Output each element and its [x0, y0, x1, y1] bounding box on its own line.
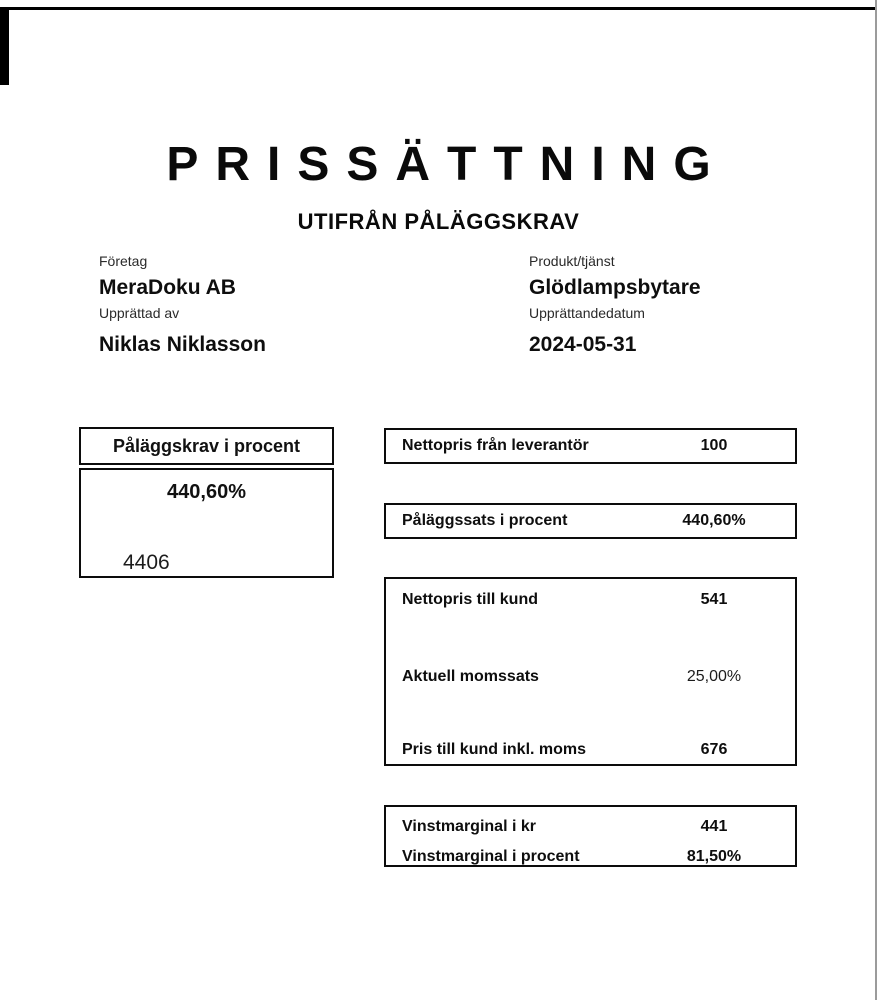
gross-price-row [386, 738, 795, 762]
supplier-net-price-box [384, 428, 797, 464]
margin-kr-label: Vinstmarginal i kr [402, 818, 536, 835]
gross-price-label: Pris till kund inkl. moms [402, 741, 587, 758]
supplier-net-price-row [386, 434, 795, 458]
product-label: Produkt/tjänst [529, 253, 615, 269]
margin-percent-value: 81,50% [686, 848, 742, 865]
markup-requirement-header-text: Påläggskrav i procent [112, 436, 301, 456]
margin-kr-value: 441 [700, 818, 728, 835]
supplier-net-price-value: 100 [700, 437, 728, 454]
margin-percent-label: Vinstmarginal i procent [402, 848, 580, 865]
markup-requirement-input-cell [79, 468, 334, 578]
page-subtitle: UTIFRÅN PÅLÄGGSKRAV [297, 209, 580, 234]
customer-price-box [384, 577, 797, 766]
vat-rate-label: Aktuell momssats [402, 668, 539, 685]
gross-price-value: 676 [700, 741, 728, 758]
product-value: Glödlampsbytare [529, 276, 701, 299]
author-label: Upprättad av [99, 305, 180, 321]
markup-rate-row [386, 509, 795, 533]
company-label: Företag [99, 253, 148, 269]
vat-rate-row [386, 665, 795, 689]
margin-percent-row [386, 845, 795, 869]
page-title: PRISSÄTTNING [166, 138, 728, 191]
scan-artifact-top-line [0, 7, 877, 10]
date-label: Upprättandedatum [529, 305, 645, 321]
profit-margin-box [384, 805, 797, 867]
vat-rate-value: 25,00% [686, 668, 742, 685]
markup-requirement-header-cell [79, 427, 334, 465]
customer-net-price-value: 541 [700, 591, 728, 608]
company-value: MeraDoku AB [99, 276, 236, 299]
markup-rate-box [384, 503, 797, 539]
customer-net-price-label: Nettopris till kund [402, 591, 538, 608]
date-value: 2024-05-31 [529, 333, 637, 356]
markup-requirement-percent-value: 440,60% [167, 481, 246, 503]
author-value: Niklas Niklasson [99, 333, 266, 356]
scan-artifact-left-bar [0, 7, 9, 85]
margin-kr-row [386, 815, 795, 839]
markup-requirement-entered-digits: 4406 [123, 551, 170, 574]
markup-rate-label: Påläggssats i procent [402, 512, 568, 529]
supplier-net-price-label: Nettopris från leverantör [402, 437, 589, 454]
markup-rate-value: 440,60% [682, 512, 746, 529]
customer-net-price-row [386, 588, 795, 612]
